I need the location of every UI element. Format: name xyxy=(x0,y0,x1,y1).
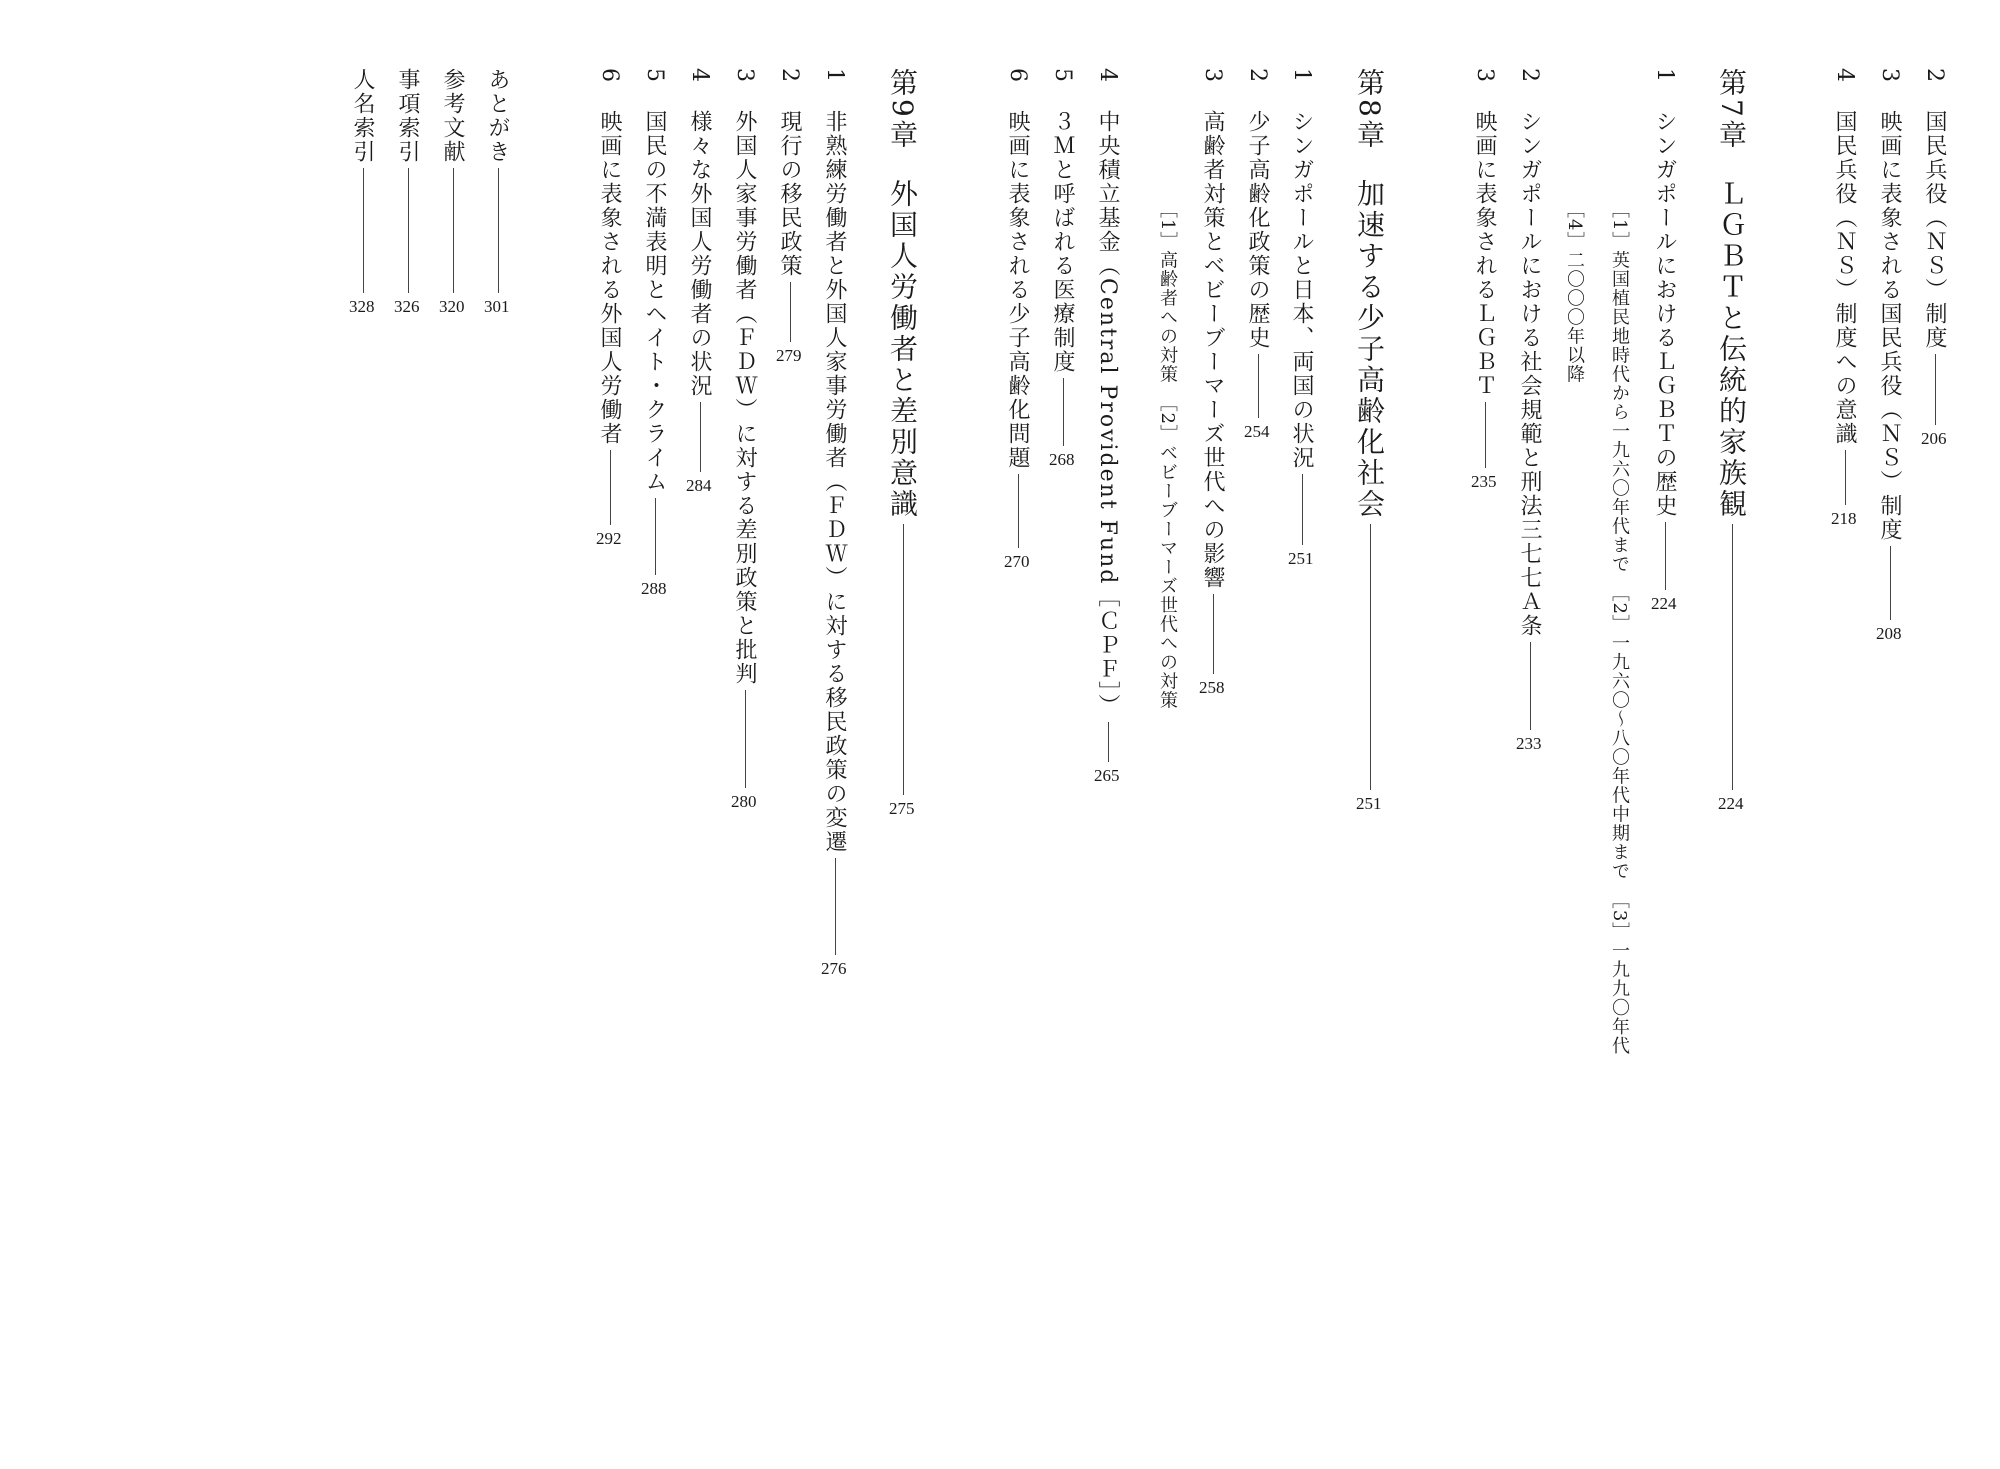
toc-entry xyxy=(1653,68,1675,518)
chapter-title: 加速する少子高齢化社会 xyxy=(1353,178,1386,520)
entry-title: 国民の不満表明とヘイト・クライム xyxy=(642,110,667,494)
section-number: 6 xyxy=(597,68,622,84)
toc-subentries xyxy=(1610,200,1628,1055)
chapter-title: 外国人労働者と差別意識 xyxy=(886,178,919,520)
toc-subentries xyxy=(1565,200,1583,383)
page-number: 268 xyxy=(1049,450,1075,469)
page-number: 270 xyxy=(1004,552,1030,571)
toc-entry xyxy=(778,68,800,278)
entry-title: シンガポールと日本、両国の状況 xyxy=(1289,110,1314,470)
dot-leader xyxy=(453,168,454,293)
toc-entry xyxy=(1290,68,1312,470)
chapter-heading xyxy=(1353,68,1386,520)
toc-entry xyxy=(1878,68,1900,542)
page-number: 301 xyxy=(484,297,510,316)
dot-leader xyxy=(408,168,409,293)
toc-entry xyxy=(1246,68,1268,350)
chapter-number: 第9章 xyxy=(886,68,919,151)
page-number: 206 xyxy=(1921,429,1947,448)
dot-leader xyxy=(1370,524,1371,790)
toc-entry xyxy=(733,68,755,686)
section-number: 5 xyxy=(642,68,667,84)
page-number: 279 xyxy=(776,346,802,365)
toc-entry xyxy=(1833,68,1855,446)
entry-title: 現行の移民政策 xyxy=(777,110,802,278)
entry-title: ［1］高齢者への対策 ［2］ベビーブーマーズ世代への対策 xyxy=(1157,200,1178,710)
page-number: 288 xyxy=(641,579,667,598)
section-number: 3 xyxy=(1200,68,1225,84)
section-number: 1 xyxy=(822,68,847,84)
dot-leader xyxy=(1732,524,1733,790)
page-number: 224 xyxy=(1718,794,1744,813)
entry-title: 映画に表象される国民兵役（ＮＳ）制度 xyxy=(1877,110,1902,542)
page-number: 224 xyxy=(1651,594,1677,613)
section-number: 3 xyxy=(1877,68,1902,84)
entry-title: 外国人家事労働者（ＦＤＷ）に対する差別政策と批判 xyxy=(732,110,757,686)
entry-title: 参考文献 xyxy=(440,68,465,164)
page-number: 320 xyxy=(439,297,465,316)
entry-title: ３Ｍと呼ばれる医療制度 xyxy=(1050,110,1075,374)
page-number: 235 xyxy=(1471,472,1497,491)
toc-entry xyxy=(688,68,710,398)
dot-leader xyxy=(903,524,904,795)
entry-title: 映画に表象される少子高齢化問題 xyxy=(1005,110,1030,470)
dot-leader xyxy=(1935,354,1936,425)
section-number: 2 xyxy=(1245,68,1270,84)
dot-leader xyxy=(1302,474,1303,545)
page-number: 265 xyxy=(1094,766,1120,785)
toc-subentries xyxy=(1158,200,1176,710)
toc-entry xyxy=(1006,68,1028,470)
section-number: 2 xyxy=(777,68,802,84)
section-number: 4 xyxy=(1832,68,1857,84)
toc-entry xyxy=(1096,68,1118,718)
entry-title: シンガポールにおけるＬＧＢＴの歴史 xyxy=(1652,110,1677,518)
dot-leader xyxy=(835,858,836,955)
entry-title: ［1］英国植民地時代から一九六〇年代まで ［2］一九六〇～八〇年代中期まで ［3］一九九〇年代 xyxy=(1609,200,1630,1056)
dot-leader xyxy=(1530,642,1531,730)
entry-title: ［4］二〇〇〇年以降 xyxy=(1564,200,1585,384)
dot-leader xyxy=(1108,722,1109,762)
page-number: 251 xyxy=(1288,549,1314,568)
page-number: 218 xyxy=(1831,509,1857,528)
page-number: 233 xyxy=(1516,734,1542,753)
toc-entry xyxy=(441,68,463,164)
dot-leader xyxy=(1258,354,1259,418)
page-number: 208 xyxy=(1876,624,1902,643)
toc-entry xyxy=(643,68,665,494)
dot-leader xyxy=(1890,546,1891,620)
page-number: 275 xyxy=(889,799,915,818)
section-number: 5 xyxy=(1050,68,1075,84)
page-number: 284 xyxy=(686,476,712,495)
dot-leader xyxy=(610,450,611,525)
section-number: 2 xyxy=(1922,68,1947,84)
toc-entry xyxy=(1051,68,1073,374)
toc-entry xyxy=(1518,68,1540,638)
dot-leader xyxy=(1063,378,1064,446)
dot-leader xyxy=(1485,402,1486,468)
dot-leader xyxy=(1018,474,1019,548)
section-number: 4 xyxy=(1095,68,1120,84)
entry-title: 高齢者対策とベビーブーマーズ世代への影響 xyxy=(1200,110,1225,590)
section-number: 6 xyxy=(1005,68,1030,84)
entry-title: 映画に表象されるＬＧＢＴ xyxy=(1472,110,1497,398)
chapter-heading xyxy=(886,68,919,520)
page-number: 276 xyxy=(821,959,847,978)
entry-title: 中央積立基金（Central Provident Fund［ＣＰＦ］） xyxy=(1095,110,1120,719)
toc-entry xyxy=(486,68,508,164)
toc-entry xyxy=(1473,68,1495,398)
entry-title: 少子高齢化政策の歴史 xyxy=(1245,110,1270,350)
dot-leader xyxy=(363,168,364,293)
toc-entry xyxy=(598,68,620,446)
toc-entry xyxy=(823,68,845,854)
page-number: 326 xyxy=(394,297,420,316)
chapter-title: ＬＧＢＴと伝統的家族観 xyxy=(1715,178,1748,520)
page-number: 328 xyxy=(349,297,375,316)
toc-entry xyxy=(396,68,418,164)
dot-leader xyxy=(700,402,701,472)
dot-leader xyxy=(498,168,499,293)
section-number: 2 xyxy=(1517,68,1542,84)
chapter-heading xyxy=(1715,68,1748,520)
dot-leader xyxy=(1665,522,1666,590)
entry-title: 国民兵役（ＮＳ）制度への意識 xyxy=(1832,110,1857,446)
chapter-number: 第7章 xyxy=(1715,68,1748,151)
entry-title: シンガポールにおける社会規範と刑法三七七Ａ条 xyxy=(1517,110,1542,638)
toc-entry xyxy=(351,68,373,164)
page-number: 258 xyxy=(1199,678,1225,697)
section-number: 1 xyxy=(1652,68,1677,84)
entry-title: 事項索引 xyxy=(395,68,420,164)
entry-title: 様々な外国人労働者の状況 xyxy=(687,110,712,398)
page-number: 280 xyxy=(731,792,757,811)
entry-title: あとがき xyxy=(485,68,510,164)
entry-title: 映画に表象される外国人労働者 xyxy=(597,110,622,446)
dot-leader xyxy=(790,282,791,342)
page-number: 254 xyxy=(1244,422,1270,441)
page-number: 251 xyxy=(1356,794,1382,813)
toc-entry xyxy=(1923,68,1945,350)
page-number: 292 xyxy=(596,529,622,548)
chapter-number: 第8章 xyxy=(1353,68,1386,151)
section-number: 4 xyxy=(687,68,712,84)
section-number: 1 xyxy=(1289,68,1314,84)
entry-title: 人名索引 xyxy=(350,68,375,164)
entry-title: 国民兵役（ＮＳ）制度 xyxy=(1922,110,1947,350)
dot-leader xyxy=(1213,594,1214,674)
section-number: 3 xyxy=(1472,68,1497,84)
entry-title: 非熟練労働者と外国人家事労働者（ＦＤＷ）に対する移民政策の変遷 xyxy=(822,110,847,854)
section-number: 3 xyxy=(732,68,757,84)
dot-leader xyxy=(1845,450,1846,505)
toc-entry xyxy=(1201,68,1223,590)
dot-leader xyxy=(745,690,746,788)
dot-leader xyxy=(655,498,656,575)
